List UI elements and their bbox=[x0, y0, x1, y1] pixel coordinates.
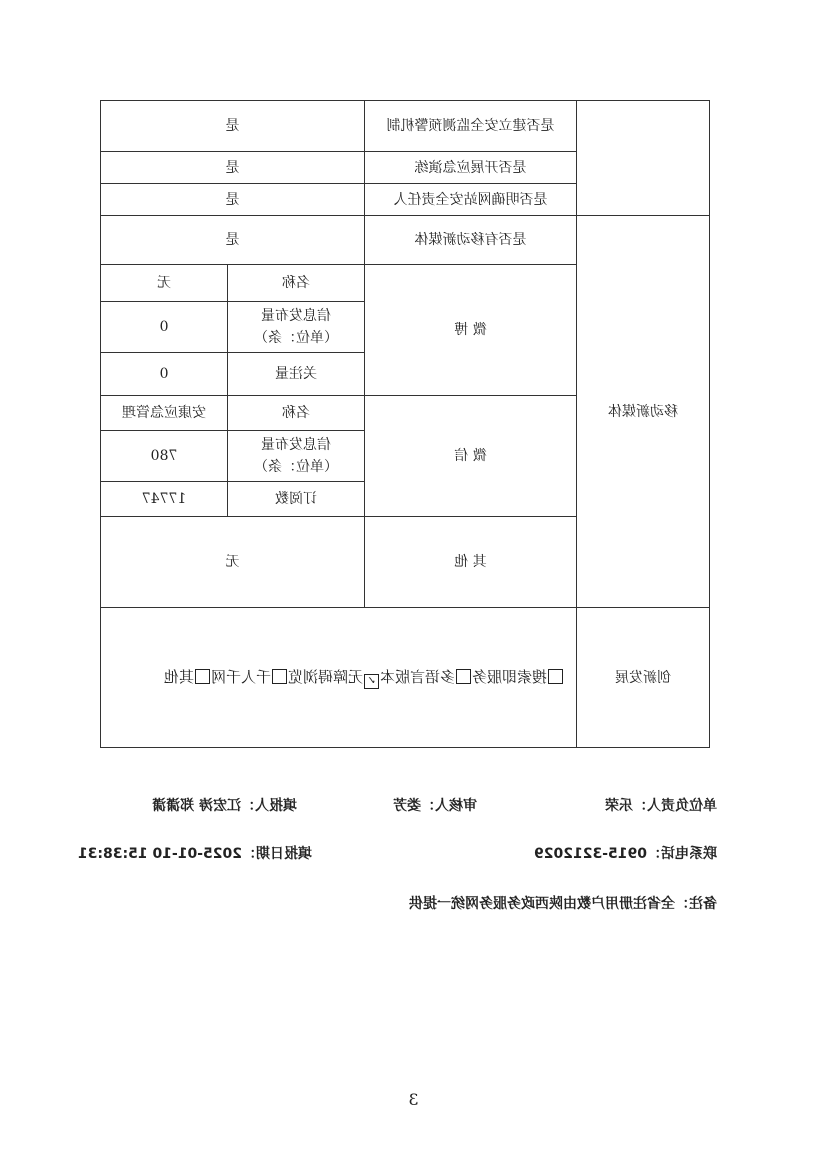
other-label: 其 他 bbox=[365, 517, 577, 608]
wechat-posts-value: 780 bbox=[101, 431, 228, 482]
option-1-checkbox[interactable] bbox=[456, 669, 471, 684]
weibo-group: 微 博 bbox=[365, 265, 577, 396]
performance-table bbox=[100, 100, 710, 748]
weibo-posts-label: 信息发布量 （单位：条） bbox=[228, 302, 365, 353]
weibo-name-label: 名称 bbox=[228, 265, 365, 302]
option-4-label: 其他 bbox=[163, 668, 194, 686]
option-0-label: 搜索即服务 bbox=[471, 668, 547, 686]
report-date: 填报日期：2025-01-10 15:38:31 bbox=[77, 846, 312, 862]
option-2-label: 无障碍浏览 bbox=[287, 668, 363, 686]
option-0-checkbox[interactable] bbox=[548, 669, 563, 684]
wechat-subs-label: 订阅数 bbox=[228, 482, 365, 517]
drill-value: 是 bbox=[101, 152, 365, 184]
option-2-checkbox[interactable]: ✓ bbox=[364, 674, 379, 689]
weibo-follow-label: 关注量 bbox=[228, 353, 365, 396]
option-3-checkbox[interactable] bbox=[272, 669, 287, 684]
monitor-label: 是否建立安全监测预警机制 bbox=[365, 101, 577, 152]
weibo-follow-value: 0 bbox=[101, 353, 228, 396]
weibo-name-value: 无 bbox=[101, 265, 228, 302]
option-1-label: 多语言版本 bbox=[379, 668, 455, 686]
drill-label: 是否开展应急演练 bbox=[365, 152, 577, 184]
media-section-label: 移动新媒体 bbox=[577, 216, 710, 608]
wechat-name-label: 名称 bbox=[228, 396, 365, 431]
officer-label: 是否明确网站安全责任人 bbox=[365, 184, 577, 216]
has-media-value: 是 bbox=[101, 216, 365, 265]
monitor-value: 是 bbox=[101, 101, 365, 152]
weibo-posts-value: 0 bbox=[101, 302, 228, 353]
wechat-subs-value: 17747 bbox=[101, 482, 228, 517]
officer-value: 是 bbox=[101, 184, 365, 216]
unit-head: 单位负责人：乐荣 bbox=[605, 798, 717, 814]
innovation-options bbox=[101, 608, 577, 748]
page-number: 3 bbox=[408, 1090, 419, 1109]
wechat-group: 微 信 bbox=[365, 396, 577, 517]
option-3-label: 千人千网 bbox=[210, 668, 271, 686]
wechat-posts-label: 信息发布量 （单位：条） bbox=[228, 431, 365, 482]
option-4-checkbox[interactable] bbox=[195, 669, 210, 684]
section-blank-cell bbox=[577, 101, 710, 216]
filler: 填报人：江宏涛 郑潇潇 bbox=[152, 798, 297, 814]
wechat-name-value: 安康应急管理 bbox=[101, 396, 228, 431]
note: 备注：全省注册用户数由陕西政务服务网统一提供 bbox=[409, 896, 717, 912]
reviewer: 审核人：娄芳 bbox=[393, 798, 477, 814]
has-media-label: 是否有移动新媒体 bbox=[365, 216, 577, 265]
other-value: 无 bbox=[101, 517, 365, 608]
innovation-label: 创新发展 bbox=[577, 608, 710, 748]
phone: 联系电话：0915-3212029 bbox=[534, 846, 717, 862]
